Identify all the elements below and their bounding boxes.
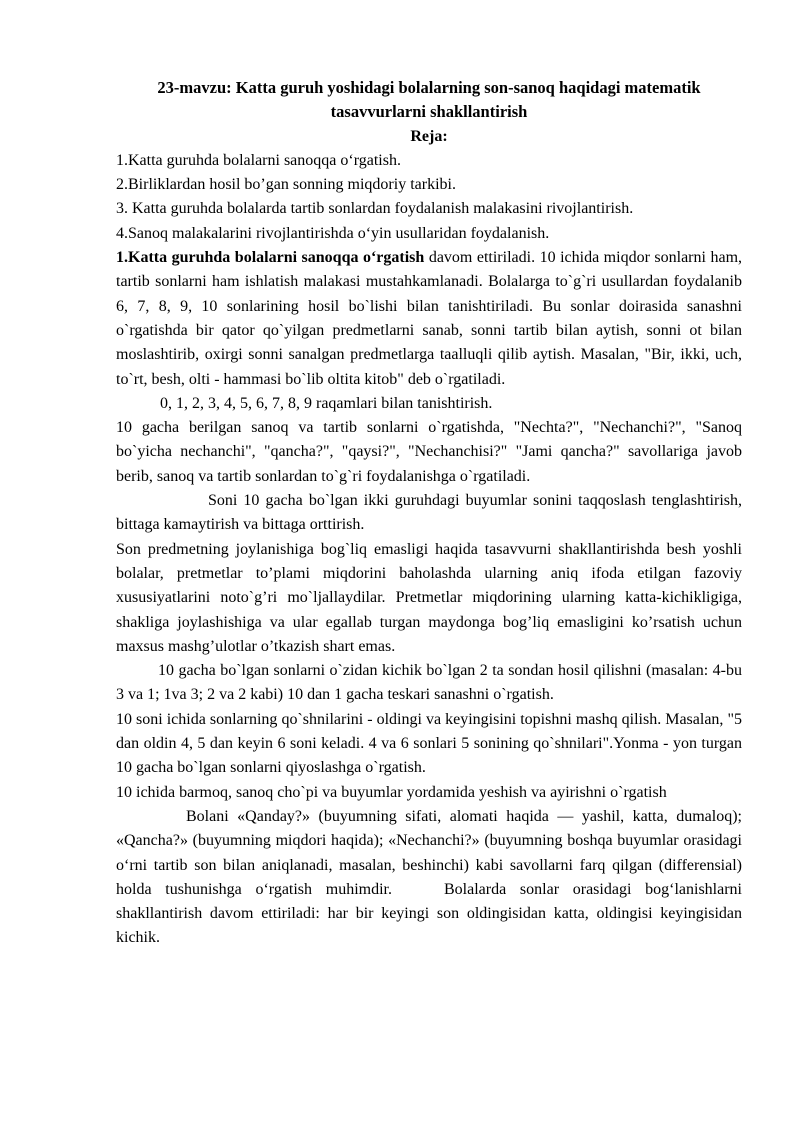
plan-item-1: 1.Katta guruhda bolalarni sanoqqa o‘rgatish. [116, 151, 401, 169]
paragraph-3: 10 gacha berilgan sanoq va tartib sonlarni o`rgatishda, "Nechta?", "Nechanchi?", "Sanoq bo`yicha nechanchi", "qancha?", "qaysi?", "Nechanchisi?" "Jami qancha?" savollariga javob berib, sanoq va tartib sonlardan to`g`ri foydalanishga o`rgatiladi. [116, 419, 742, 485]
document-title [116, 76, 742, 125]
paragraph-8: 10 ichida barmoq, sanoq cho`pi va buyumlar yordamida yeshish va ayirishni o`rgatish [116, 783, 667, 801]
plan-item-4: 4.Sanoq malakalarini rivojlantirishda o‘yin usullaridan foydalanish. [116, 224, 550, 242]
paragraph-1-lead: 1.Katta guruhda bolalarni sanoqqa o‘rgatish [116, 249, 425, 267]
plan-item-2: 2.Birliklardan hosil bo’gan sonning miqdoriy tarkibi. [116, 176, 456, 194]
title-line-1: 23-mavzu: Katta guruh yoshidagi bolalarning son-sanoq haqidagi matematik [157, 78, 701, 97]
plan-list [116, 149, 742, 246]
paragraph-1 [116, 246, 742, 392]
plan-heading: Reja: [410, 127, 448, 145]
paragraph-9 [116, 805, 742, 951]
paragraph-5: Son predmetning joylanishiga bog`liq emasligi haqida tasavvurni shakllantirishda besh yoshli bolalar, pretmetlar to’plami miqdorini baholashda ularning aniq ifoda etilgan fazoviy xususiyatlarini noto`g’ri mo`ljallaydilar. Pretmetlar miqdorining ularning katta-kichikligiga, shakliga joylashishiga va ular egallab turgan maydonga bog’liq emasligini ko’rsatish uchun maxsus mashg’ulotlar o’tkazish shart emas. [116, 540, 742, 655]
paragraph-9-part-2: Bolalarda sonlar orasidagi bog‘lanishlarni shakllantirish davom ettiriladi: har bir keyingi son oldingisidan katta, oldingisi keyingisidan kichik. [116, 880, 743, 947]
plan-item-3: 3. Katta guruhda bolalarda tartib sonlardan foydalanish malakasini rivojlantirish. [116, 200, 634, 218]
paragraph-7: 10 soni ichida sonlarning qo`shnilarini - oldingi va keyingisini topishni mashq qilish. Masalan, "5 dan oldin 4, 5 dan keyin 6 soni keladi. 4 va 6 sonlari 5 sonining qo`shnilari".Yonma - yon turgan 10 gacha bo`lgan sonlarni qiyoslashga o`rgatish. [116, 710, 742, 777]
paragraph-2: 0, 1, 2, 3, 4, 5, 6, 7, 8, 9 raqamlari bilan tanishtirish. [160, 394, 493, 412]
title-line-2: tasavvurlarni shakllantirish [330, 102, 528, 122]
paragraph-9-part-1: Bolani «Qanday?» (buyumning sifati, alomati haqida — yashil, katta, dumaloq); «Qancha?» (buyumning miqdori haqida); «Nechanchi?» (buyumning boshqa buyumlar orasidagi o‘rni tartib son bilan aniqlanadi, masalan, beshinchi) kabi savollarni farq qilgan (differensial) holda tushunishga o‘rgatish muhimdir. [116, 807, 742, 898]
paragraph-1-text: davom ettiriladi. 10 ichida miqdor sonlarni ham, tartib sonlarni ham ishlatish malakasi mustahkamlanadi. Bolalarga to`g`ri usullardan foydalanib 6, 7, 8, 9, 10 sonlarining hosil bo`lishi bilan tanishtiriladi. Bu sonlar doirasida sanashni o`rgatishda bir qator qo`yilgan predmetlarni sanab, sonni tartib bilan aytish, sonni ot bilan moslashtirib, oxirgi sonni sanalgan predmetlarga taalluqli qilib aytish. Masalan, "Bir, ikki, uch, to`rt, besh, olti - hammasi bo`lib oltita kitob" deb o`rgatiladi. [116, 249, 743, 388]
paragraph-4: Soni 10 gacha bo`lgan ikki guruhdagi buyumlar sonini taqqoslash tenglashtirish, bittaga kamaytirish va bittaga orttirish. [116, 492, 742, 534]
paragraph-6: 10 gacha bo`lgan sonlarni o`zidan kichik bo`lgan 2 ta sondan hosil qilishni (masalan: 4-bu 3 va 1; 1va 3; 2 va 2 kabi) 10 dan 1 gacha teskari sanashni o`rgatish. [116, 662, 742, 704]
